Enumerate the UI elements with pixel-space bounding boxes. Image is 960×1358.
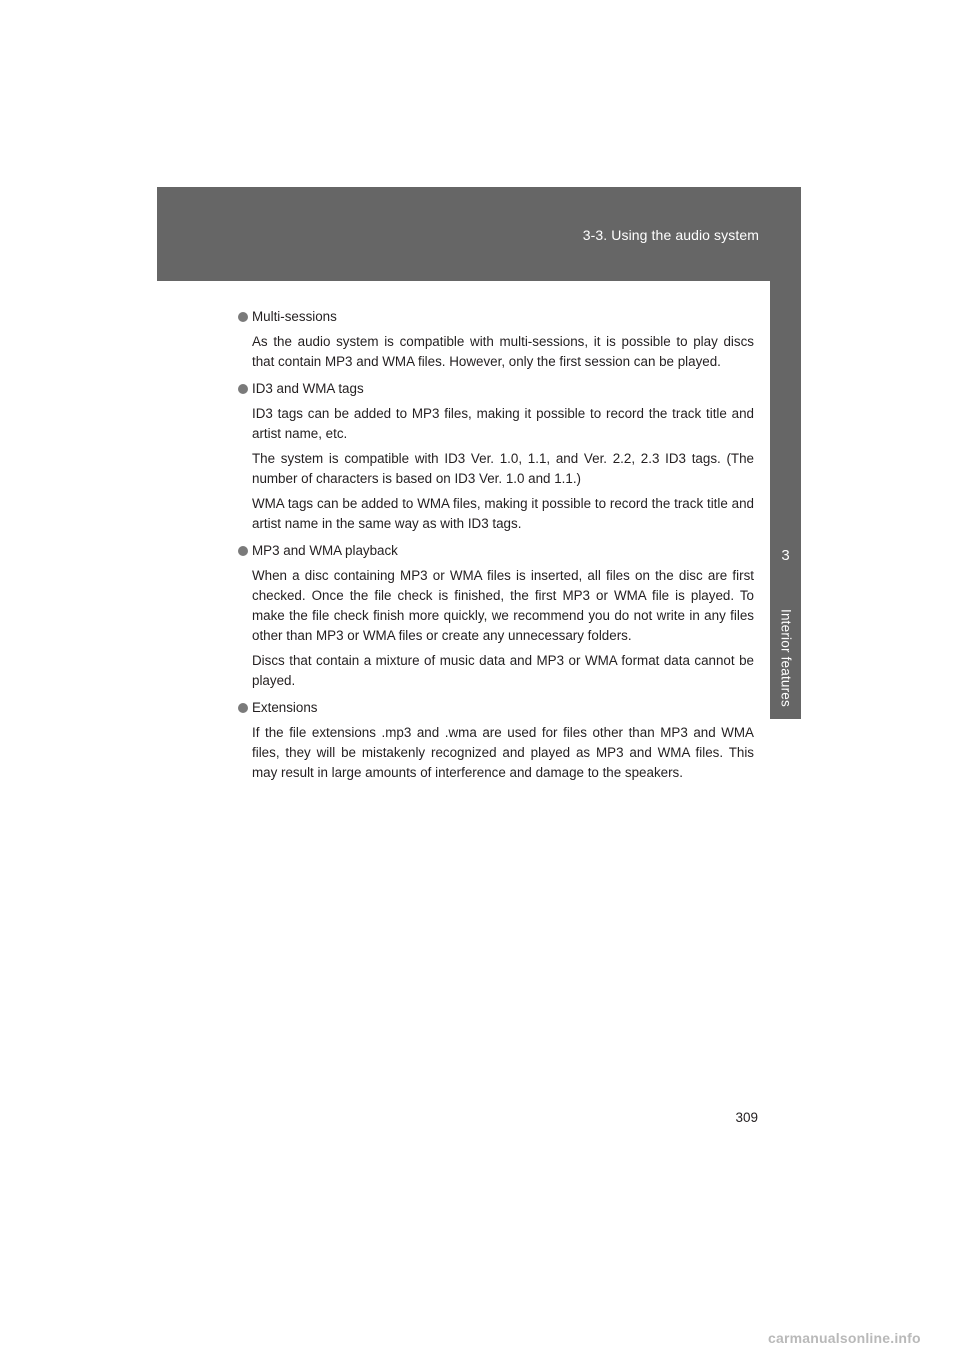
section-multi-sessions (238, 307, 754, 372)
section-heading (238, 379, 754, 399)
chapter-label: Interior features (778, 609, 793, 707)
chapter-header (157, 187, 801, 281)
section-mp3-wma-playback (238, 541, 754, 691)
side-tab-number-box (770, 535, 801, 595)
heading-text: ID3 and WMA tags (252, 381, 364, 396)
watermark: carmanualsonline.info (768, 1330, 921, 1346)
section-heading (238, 541, 754, 561)
side-tab-label-wrap (770, 598, 801, 718)
paragraph: Discs that contain a mixture of music data and MP3 or WMA format data cannot be played. (252, 653, 754, 688)
section-heading (238, 307, 754, 327)
paragraph: The system is compatible with ID3 Ver. 1.0, 1.1, and Ver. 2.2, 2.3 ID3 tags. (The number of characters is based on ID3 Ver. 1.0 and 1.1.) (252, 451, 754, 486)
page-number: 309 (735, 1110, 758, 1125)
section-extensions (238, 698, 754, 783)
bullet-icon (238, 384, 248, 394)
paragraph: WMA tags can be added to WMA files, making it possible to record the track title and artist name in the same way as with ID3 tags. (252, 496, 754, 531)
bullet-icon (238, 546, 248, 556)
chapter-number: 3 (781, 547, 790, 564)
bullet-icon (238, 703, 248, 713)
section-id3-wma-tags (238, 379, 754, 534)
paragraph: As the audio system is compatible with multi-sessions, it is possible to play discs that contain MP3 and WMA files. However, only the first session can be played. (252, 334, 754, 369)
paragraph: ID3 tags can be added to MP3 files, making it possible to record the track title and artist name, etc. (252, 406, 754, 441)
paragraph: When a disc containing MP3 or WMA files is inserted, all files on the disc are first checked. Once the file check is finished, the first MP3 or WMA file is played. To make the file check finish more quickly, we recommend you do not write in any files other than MP3 or WMA files or create any unnecessary folders. (252, 568, 754, 643)
paragraph: If the file extensions .mp3 and .wma are used for files other than MP3 and WMA files, they will be mistakenly recognized and played as MP3 and WMA files. This may result in large amounts of interference and damage to the speakers. (252, 725, 754, 780)
page-content (238, 307, 754, 788)
heading-text: Extensions (252, 700, 318, 715)
section-title: 3-3. Using the audio system (582, 227, 759, 243)
section-heading (238, 698, 754, 718)
bullet-icon (238, 312, 248, 322)
heading-text: MP3 and WMA playback (252, 543, 398, 558)
heading-text: Multi-sessions (252, 309, 337, 324)
